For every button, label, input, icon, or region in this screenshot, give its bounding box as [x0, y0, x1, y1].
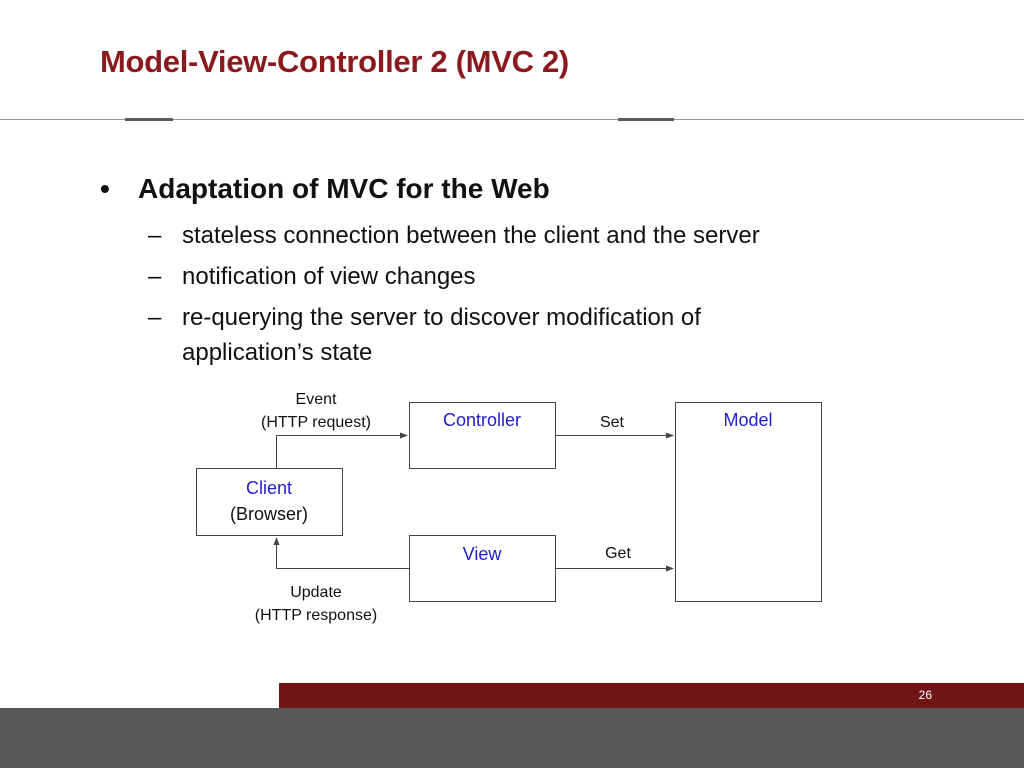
- event-sublabel: (HTTP request): [261, 414, 371, 431]
- sub-bullet-text: notification of view changes: [182, 263, 476, 290]
- sub-bullet-dash: –: [148, 263, 162, 290]
- sub-bullet-dash: –: [148, 222, 162, 249]
- set-label: Set: [599, 414, 625, 431]
- footer-base: [0, 708, 1024, 768]
- footer-band: [279, 683, 1024, 708]
- controller-label: Controller: [442, 410, 522, 430]
- sub-bullet-dash: –: [148, 304, 162, 331]
- view-label: View: [462, 544, 502, 564]
- update-arrow: [277, 538, 410, 569]
- sub-bullet-text: re-querying the server to discover modification of application’s state: [182, 304, 701, 366]
- model-label: Model: [723, 410, 773, 430]
- client-sublabel: (Browser): [229, 504, 309, 524]
- page-number: 26: [918, 688, 932, 702]
- bullet-text: Adaptation of MVC for the Web: [138, 173, 550, 204]
- client-label: Client: [245, 478, 293, 498]
- event-arrow: [277, 436, 408, 469]
- slide-title: Model-View-Controller 2 (MVC 2): [100, 44, 569, 79]
- get-label: Get: [605, 545, 631, 562]
- bullet-marker: •: [100, 173, 110, 204]
- model-box: [676, 403, 822, 602]
- sub-bullet-text: stateless connection between the client and the server: [182, 222, 760, 249]
- update-sublabel: (HTTP response): [254, 607, 378, 624]
- update-label: Update: [290, 584, 342, 601]
- event-label: Event: [295, 391, 337, 408]
